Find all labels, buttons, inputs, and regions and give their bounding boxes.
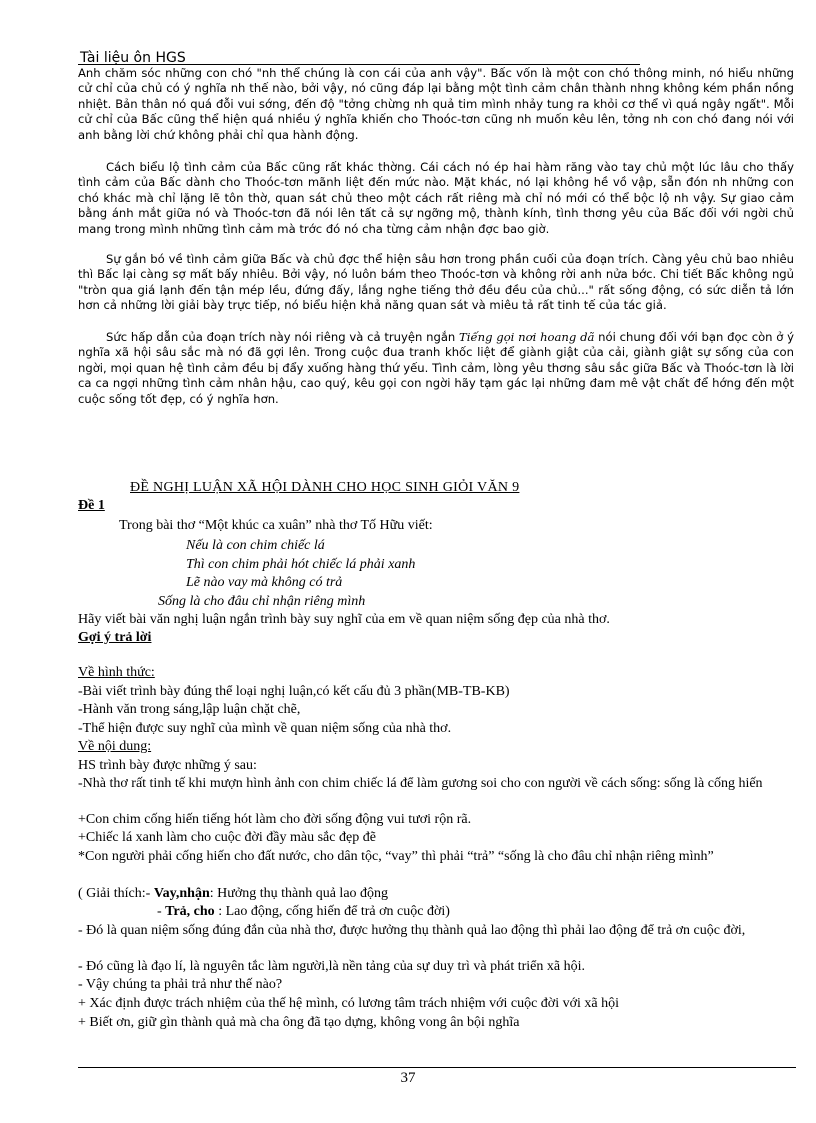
footer-rule (78, 1067, 796, 1068)
page-number: 37 (400, 1070, 416, 1086)
content-heading: Về nội dung: (78, 739, 152, 754)
explanation-prefix: - (157, 904, 166, 919)
section-title: ĐỀ NGHỊ LUẬN XÃ HỘI DÀNH CHO HỌC SINH GIỎI VĂN 9 (130, 480, 520, 495)
content-item: +Chiếc lá xanh làm cho cuộc đời đầy màu sắc đẹp đẽ (78, 830, 376, 845)
content-item: +Con chim cống hiến tiếng hót làm cho đời sống động vui tươi rộn rã. (78, 812, 472, 827)
answer-heading: Gợi ý trả lời (78, 630, 152, 645)
essay-paragraph-1: Anh chăm sóc những con chó "nh thể chúng là con cái của anh vậy". Bấc vốn là một con chó thông minh, nó hiểu những cử chỉ của chủ có ý nghĩa nh thế nào, bởi vậy, nó cũng đáp lại bằng một tình cảm chân thành nhng không kém phần nồng nhiệt. Bản thân nó quá đỗi vui sớng, đến độ "tởng chừng nh quả tim mình nhảy tung ra khỏi cơ thể vì quá ngây ngất". Mỗi cử chỉ của Bấc cũng thể hiện quá nhiều ý nghĩa khiến cho Thoóc-tơn cũng nh muốn kêu lên, tởng nh con chó đang nói với anh bằng lời chứ không phải chỉ qua hành động. (78, 66, 794, 142)
essay-paragraph-3: Sự gắn bó về tình cảm giữa Bấc và chủ đợc thể hiện sâu hơn trong phần cuối của đoạn trích. Càng yêu chủ bao nhiêu thì Bấc lại càng sợ mất bấy nhiêu. Bởi vậy, nó luôn bám theo Thoóc-tơn và không rời anh nửa bớc. Chi tiết Bấc không ngủ "tròn qua giá lạnh đến tận mép lều, đứng đấy, lắng nghe tiếng thở đều đều của chủ..." rất sống động, có sức diễn tả lớn hơn cả những lời giải bày trực tiếp, nó biểu hiện khả năng quan sát và miêu tả rất tinh tế của tác giả. (78, 252, 794, 313)
essay-paragraph-4 (78, 330, 794, 407)
content-item: - Đó là quan niệm sống đúng đắn của nhà thơ, được hưởng thụ thành quả lao động thì phải lao động để trả ơn cuộc đời, (78, 923, 746, 938)
content-item: - Vậy chúng ta phải trả như thế nào? (78, 977, 283, 992)
explanation-line-2 (157, 904, 450, 920)
header-rule (78, 64, 640, 65)
paragraph-4-after: nói chung đối với bạn đọc còn ở ý nghĩa xã hội sâu sắc mà nó đã gợi lên. Trong cuộc đua tranh khốc liệt để giành giật của cải, giành giật sự sống của con ngời, mọi quan hệ tình cảm đều bị đẩy xuống hàng thứ yếu. Tình cảm, lòng yêu thơng sâu sắc giữa Bấc và Thoóc-tơn là lời ca ca ngợi những tình cảm nhân hậu, cao quý, kêu gọi con ngời hãy tạm gác lại những đam mê vật chất để hớng đến một cuộc sống tốt đẹp, có ý nghĩa hơn. (78, 330, 794, 406)
exam-number: Đề 1 (78, 498, 105, 513)
content-intro: HS trình bày được những ý sau: (78, 758, 257, 773)
story-title: Tiếng gọi nơi hoang dã (459, 330, 595, 344)
poem-line-1: Nếu là con chim chiếc lá (186, 538, 325, 553)
essay-paragraph-2: Cách biểu lộ tình cảm của Bấc cũng rất khác thờng. Cái cách nó ép hai hàm răng vào tay chủ một lúc lâu cho thấy tình cảm của Bấc dành cho Thoóc-tơn mãnh liệt đến mức nào. Mặt khác, nó lại không hề vồ vập, sẵn đón nh những con chó khác mà chỉ lặng lẽ tôn thờ, quan sát chủ theo một cách rất riêng mà chỉ nó mới có thể bộc lộ nh vậy. Sự giao cảm bằng ánh mắt giữa nó và Thoóc-tơn đã nói lên tất cả sự ngỡng mộ, thành kính, tình thơng yêu của Bấc đối với ngời chủ mang trong mình những tình cảm mà trớc đó nó cha từng cảm nhận đợc bao giờ. (78, 160, 794, 236)
content-item: - Đó cũng là đạo lí, là nguyên tắc làm người,là nền tảng của sự duy trì và phát triển xã hội. (78, 959, 585, 974)
content-item: *Con người phải cống hiến cho đất nước, cho dân tộc, “vay” thì phải “trả” “sống là cho đâu chỉ nhận riêng mình” (78, 849, 714, 864)
explanation-term: Trả, cho (165, 904, 215, 919)
form-heading: Về hình thức: (78, 665, 155, 680)
content-item: + Biết ơn, giữ gìn thành quả mà cha ông đã tạo dựng, không vong ân bội nghĩa (78, 1015, 520, 1030)
paragraph-4-before: Sức hấp dẫn của đoạn trích này nói riêng và cả truyện ngắn (106, 330, 460, 344)
explanation-text: : Lao động, cống hiến để trả ơn cuộc đời) (214, 904, 450, 919)
form-item: -Bài viết trình bày đúng thể loại nghị luận,có kết cấu đủ 3 phần(MB-TB-KB) (78, 684, 510, 699)
explanation-line-1 (78, 886, 388, 902)
explanation-term: Vay,nhận (153, 886, 210, 901)
explanation-prefix: ( Giải thích:- (78, 886, 154, 901)
poem-line-4: Sống là cho đâu chỉ nhận riêng mình (158, 594, 366, 609)
poem-line-2: Thì con chim phải hót chiếc lá phải xanh (186, 557, 416, 572)
poem-line-3: Lẽ nào vay mà không có trả (186, 575, 343, 590)
content-item: + Xác định được trách nhiệm của thế hệ mình, có lương tâm trách nhiệm với cuộc đời với xã hội (78, 996, 619, 1011)
content-item: -Nhà thơ rất tinh tế khi mượn hình ảnh con chim chiếc lá để làm gương soi cho con người về cách sống: sống là cống hiến (78, 776, 763, 791)
exam-intro: Trong bài thơ “Một khúc ca xuân” nhà thơ Tố Hữu viết: (119, 518, 433, 533)
explanation-text: : Hưởng thụ thành quả lao động (209, 886, 389, 901)
document-header: Tài liệu ôn HGS (80, 50, 186, 66)
form-item: -Thể hiện được suy nghĩ của mình về quan niệm sống của nhà thơ. (78, 721, 452, 736)
form-item: -Hành văn trong sáng,lập luận chặt chẽ, (78, 702, 301, 717)
exam-prompt: Hãy viết bài văn nghị luận ngắn trình bày suy nghĩ của em về quan niệm sống đẹp của nhà thơ. (78, 612, 610, 627)
